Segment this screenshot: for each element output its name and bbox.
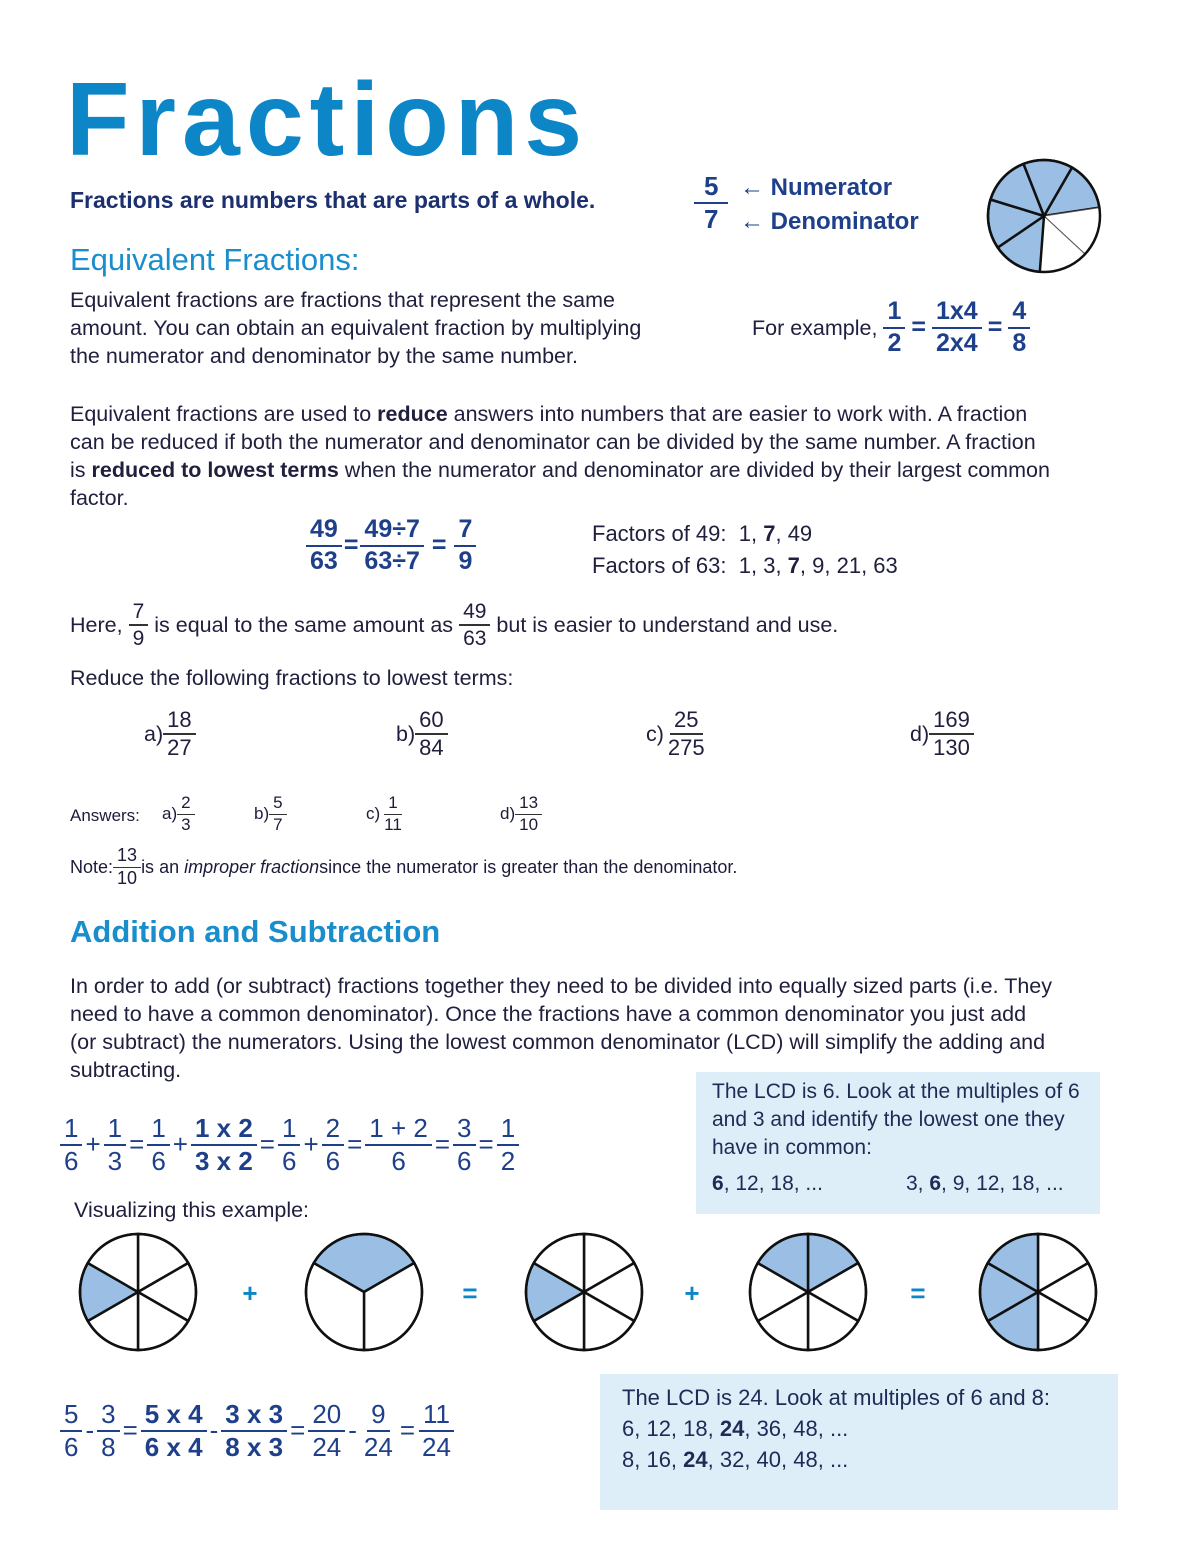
para-line: In order to add (or subtract) fractions together they need to be divided into equally sized parts (i.e. They — [70, 974, 1052, 998]
denominator: 6 — [457, 1145, 472, 1176]
fraction — [278, 1114, 300, 1175]
factors-49: Factors of 49: 1, 7, 49 — [592, 521, 813, 546]
denominator: 6 — [325, 1145, 341, 1176]
page-title: Fractions — [66, 62, 589, 178]
para-line: can be reduced if both the numerator and denominator can be divided by the same number. A fraction — [70, 430, 1036, 454]
denominator-callout — [740, 208, 919, 236]
fraction: $\frac{1}{2}$ — [883, 298, 905, 357]
numerator: 1 + 2 — [365, 1114, 432, 1146]
numerator: 11 — [419, 1400, 454, 1432]
numerator: 1 — [147, 1114, 169, 1146]
equivalent-heading: Equivalent Fractions: — [70, 242, 360, 277]
equals-sign: = — [434, 1129, 451, 1160]
fraction: $\frac{7}{9}$ — [454, 516, 476, 575]
answer-d: d) $\frac{13}{10}$ — [500, 794, 542, 834]
denominator: 24 — [312, 1431, 342, 1462]
equals-sign: = — [129, 1129, 145, 1160]
answer-a: a) $\frac{2}{3}$ — [162, 794, 195, 834]
denominator: 6 — [391, 1145, 406, 1176]
fraction: $\frac{7}{9}$ — [129, 600, 149, 650]
para-line: is reduced to lowest terms when the numerator and denominator are divided by their largest common — [70, 458, 1050, 482]
equivalent-para2 — [70, 400, 1130, 512]
numerator: 1 — [497, 1114, 519, 1146]
numerator: 1 — [60, 1114, 82, 1146]
exercise-prompt: Reduce the following fractions to lowest terms: — [70, 666, 514, 690]
intro-numerator: 5 — [694, 172, 728, 204]
numerator: 1 — [104, 1114, 126, 1146]
equivalent-example — [752, 298, 1030, 357]
denominator: 24 — [422, 1431, 451, 1462]
fraction — [97, 1400, 119, 1461]
fraction — [418, 1400, 455, 1461]
para-line: (or subtract) the numerators. Using the lowest common denominator (LCD) will simplify the adding and — [70, 1030, 1046, 1054]
numerator: 3 x 3 — [221, 1400, 287, 1432]
equivalent-para1 — [70, 286, 641, 370]
fraction — [147, 1114, 169, 1175]
plus-sign: + — [242, 1278, 258, 1308]
fraction: $\frac{13}{10}$ — [113, 846, 141, 889]
para-line: need to have a common denominator). Once the fractions have a common denominator you just add — [70, 1002, 1027, 1026]
denominator: 6 x 4 — [144, 1431, 203, 1462]
para-line: subtracting. — [70, 1058, 182, 1082]
plus-sign: + — [684, 1278, 700, 1308]
equals-sign: = — [910, 1278, 926, 1308]
denominator: 6 — [64, 1145, 79, 1176]
fraction — [497, 1114, 519, 1175]
subtraction-equation — [60, 1400, 455, 1461]
numerator: 9 — [367, 1400, 389, 1432]
fraction — [221, 1400, 287, 1461]
fraction — [322, 1114, 344, 1175]
here-sentence: Here, $\frac{7}{9}$ is equal to the same amount as $\frac{49}{63}$ but is easier to understand and use. — [70, 600, 839, 651]
answers-row — [70, 794, 670, 842]
numerator: 5 x 4 — [141, 1400, 207, 1432]
para-line: amount. You can obtain an equivalent fraction by multiplying — [70, 316, 642, 340]
denominator: 24 — [363, 1431, 393, 1462]
numerator: 2 — [322, 1114, 344, 1146]
plus-sign: + — [85, 1129, 101, 1160]
lcd-box-24: The LCD is 24. Look at multiples of 6 and 8: 6, 12, 18, 24, 36, 48, ... 8, 16, 24, 32, 40, 48, ... — [600, 1374, 1118, 1510]
intro-fraction — [694, 172, 728, 233]
addition-equation — [60, 1114, 519, 1175]
intro-denominator: 7 — [704, 203, 719, 234]
plus-sign: + — [172, 1129, 188, 1160]
para-line: Equivalent fractions are fractions that represent the same — [70, 288, 615, 312]
denominator: 2 — [500, 1145, 516, 1176]
para-line: Equivalent fractions are used to reduce answers into numbers that are easier to work with. A fraction — [70, 402, 1028, 426]
equals-sign: = — [987, 313, 1003, 341]
equals-sign: = — [478, 1129, 494, 1160]
denominator: 8 x 3 — [225, 1431, 284, 1462]
fraction — [308, 1400, 345, 1461]
equals-sign: = — [122, 1415, 138, 1446]
lcd-box-6: The LCD is 6. Look at the multiples of 6 and 3 and identify the lowest one they have in common: 6, 12, 18, ... 3, 6, 9, 12, 18, ... — [696, 1072, 1100, 1214]
equals-sign: = — [911, 313, 926, 341]
fraction — [60, 1114, 82, 1175]
intro-text: Fractions are numbers that are parts of a whole. — [70, 187, 596, 213]
visualizing-label: Visualizing this example: — [74, 1198, 310, 1222]
addition-heading: Addition and Subtraction — [70, 914, 441, 949]
plus-sign: + — [303, 1129, 319, 1160]
fraction: $\frac{49}{63}$ — [306, 516, 342, 575]
equals-sign: = — [290, 1415, 306, 1446]
denominator-label: Denominator — [770, 208, 919, 235]
para-line: the numerator and denominator by the same number. — [70, 344, 578, 368]
answers-label: Answers: — [70, 806, 140, 825]
equals-sign: = — [462, 1278, 478, 1308]
fraction — [453, 1114, 475, 1175]
multiples-of-6: 6, 12, 18, 24, 36, 48, ... — [622, 1416, 849, 1441]
exercise-list — [144, 708, 1044, 774]
fraction: $\frac{49}{63}$ — [459, 600, 490, 650]
factors-list — [592, 518, 898, 582]
arrow-left-icon: ← — [740, 174, 764, 201]
numerator-label: Numerator — [770, 174, 893, 201]
equals-sign: = — [431, 531, 447, 559]
arrow-left-icon: ← — [740, 208, 764, 235]
numerator: 5 — [60, 1400, 82, 1432]
fraction — [60, 1400, 82, 1461]
fraction — [365, 1114, 432, 1175]
numerator: 1 — [278, 1114, 300, 1146]
denominator: 6 — [64, 1431, 79, 1462]
numerator: 1 x 2 — [191, 1114, 257, 1146]
denominator: 6 — [281, 1145, 297, 1176]
minus-sign: - — [209, 1415, 219, 1446]
equals-sign: = — [259, 1129, 275, 1160]
numerator: 3 — [97, 1400, 119, 1432]
fraction — [360, 1400, 397, 1461]
answer-b: b) $\frac{5}{7}$ — [254, 794, 287, 834]
fraction: $\frac{4}{8}$ — [1008, 298, 1030, 357]
equals-sign: = — [399, 1415, 416, 1446]
pie-visualization — [0, 1228, 1200, 1358]
minus-sign: - — [85, 1415, 95, 1446]
minus-sign: - — [348, 1415, 357, 1446]
factors-63: Factors of 63: 1, 3, 7, 9, 21, 63 — [592, 553, 898, 578]
multiples-of-6: 6, 12, 18, ... — [712, 1172, 823, 1195]
denominator: 3 x 2 — [194, 1145, 253, 1176]
addition-para — [70, 972, 1150, 1084]
answer-c: c) $\frac{1}{11}$ — [366, 793, 402, 834]
example-label: For example, — [752, 315, 878, 340]
fraction: $\frac{49\div 7}{63\div 7}$ — [360, 516, 423, 575]
seven-slice-pie — [984, 156, 1104, 276]
numerator-callout — [740, 174, 892, 202]
denominator: 8 — [101, 1431, 116, 1462]
exercise-c: c) $\frac{25}{275}$ — [646, 707, 705, 761]
equals-sign: = — [347, 1129, 363, 1160]
exercise-b: b) $\frac{60}{84}$ — [396, 708, 448, 760]
fraction — [104, 1114, 126, 1175]
reduce-example — [306, 516, 476, 575]
pie-chart-icon — [984, 156, 1104, 276]
denominator: 3 — [107, 1145, 123, 1176]
fraction — [141, 1400, 207, 1461]
equals-sign: = — [343, 531, 359, 559]
exercise-a: a) $\frac{18}{27}$ — [144, 708, 196, 760]
fraction — [191, 1114, 257, 1175]
multiples-of-8: 8, 16, 24, 32, 40, 48, ... — [622, 1447, 849, 1472]
multiples-of-3: 3, 6, 9, 12, 18, ... — [906, 1172, 1064, 1195]
numerator: 3 — [453, 1114, 475, 1146]
fraction: $\frac{1x4}{2x4}$ — [932, 298, 982, 357]
denominator: 6 — [151, 1145, 166, 1176]
exercise-d: d) $\frac{169}{130}$ — [910, 708, 974, 760]
note-line: Note: $\frac{13}{10}$ is an improper fraction since the numerator is greater than the denominator. — [70, 845, 738, 888]
para-line: factor. — [70, 486, 129, 510]
numerator: 20 — [308, 1400, 345, 1432]
